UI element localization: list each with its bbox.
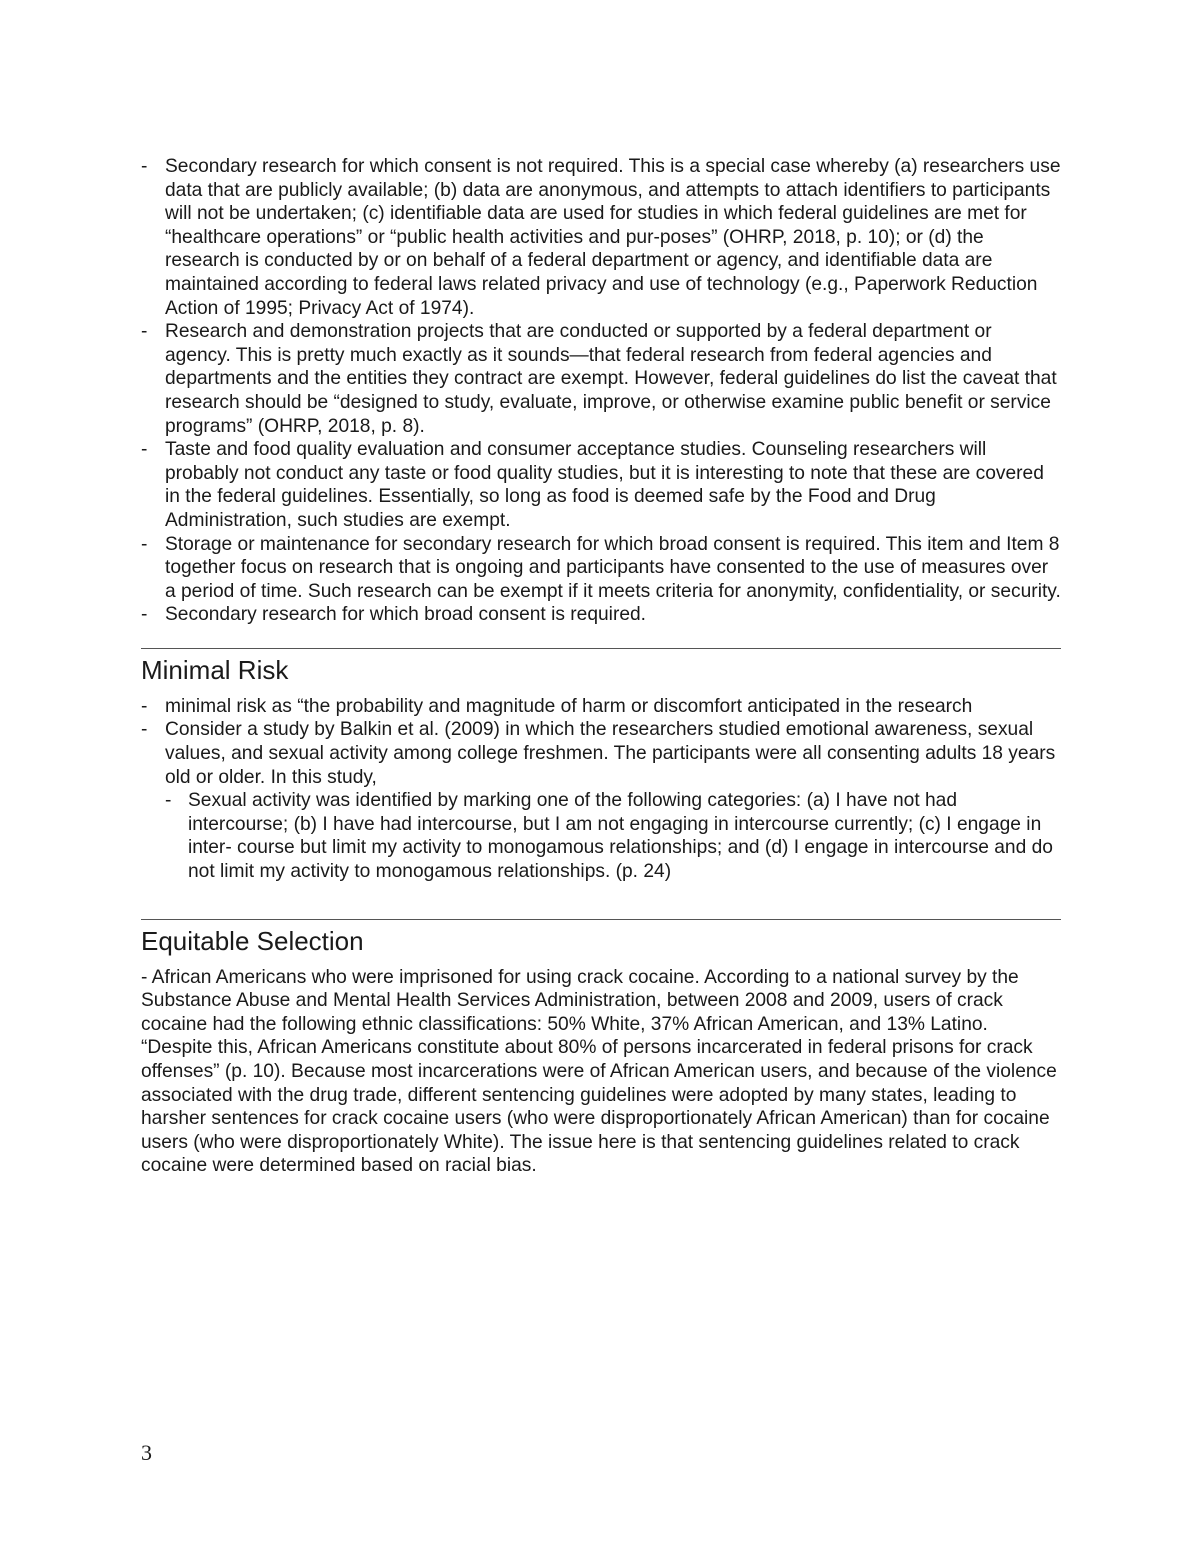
- list-item: - Secondary research for which broad consent is required.: [141, 603, 1061, 627]
- section-divider: [141, 919, 1061, 920]
- exempt-categories-list: [141, 155, 1061, 627]
- equitable-selection-heading: Equitable Selection: [141, 925, 364, 956]
- minimal-risk-heading: Minimal Risk: [141, 654, 289, 685]
- list-item: - minimal risk as “the probability and magnitude of harm or discomfort anticipated in the research: [141, 695, 1061, 719]
- nested-list: [165, 789, 1061, 883]
- list-item: - Taste and food quality evaluation and consumer acceptance studies. Counseling researchers will probably not conduct any taste or food quality studies, but it is interesting to note that these are covered in the federal guidelines. Essentially, so long as food is deemed safe by the Food and Drug Administration, such studies are exempt.: [141, 438, 1061, 532]
- minimal-risk-list: [141, 695, 1061, 884]
- list-item: - Research and demonstration projects that are conducted or supported by a federal department or agency. This is pretty much exactly as it sounds—that federal research from federal agencies and departments and the entities they contract are exempt. However, federal guidelines do list the caveat that research should be “designed to study, evaluate, improve, or otherwise examine public benefit or service programs” (OHRP, 2018, p. 8).: [141, 320, 1061, 438]
- list-item: - Storage or maintenance for secondary research for which broad consent is required. This item and Item 8 together focus on research that is ongoing and participants have consented to the use of measures over a period of time. Such research can be exempt if it meets criteria for anonymity, confidentiality, or security.: [141, 533, 1061, 604]
- list-item: - Secondary research for which consent is not required. This is a special case whereby (a) researchers use data that are publicly available; (b) data are anonymous, and attempts to attach identifiers to participants will not be undertaken; (c) identifiable data are used for studies in which federal guidelines are met for “healthcare operations” or “public health activities and pur-poses” (OHRP, 2018, p. 10); or (d) the research is conducted by or on behalf of a federal department or agency, and identifiable data are maintained according to federal laws related privacy and use of technology (e.g., Paperwork Reduction Action of 1995; Privacy Act of 1974).: [141, 155, 1061, 320]
- document-page: [141, 155, 1061, 1178]
- equitable-selection-paragraph: - African Americans who were imprisoned for using crack cocaine. According to a national survey by the Substance Abuse and Mental Health Services Administration, between 2008 and 2009, users of crack cocaine had the following ethnic classifications: 50% White, 37% African American, and 13% Latino. “Despite this, African Americans constitute about 80% of persons incarcerated in federal prisons for crack offenses” (p. 10). Because most incarcerations were of African American users, and because of the violence associated with the drug trade, different sentencing guidelines were adopted by many states, leading to harsher sentences for crack cocaine users (who were disproportionately African American) than for cocaine users (who were disproportionately White). The issue here is that sentencing guidelines related to crack cocaine were determined based on racial bias.: [141, 966, 1057, 1177]
- nested-list-item: - Sexual activity was identified by marking one of the following categories: (a) I have not had intercourse; (b) I have had intercourse, but I am not engaging in intercourse currently; (c) I engage in inter- course but limit my activity to monogamous relationships; and (d) I engage in intercourse and do not limit my activity to monogamous relationships. (p. 24): [165, 789, 1061, 883]
- list-item-text: Consider a study by Balkin et al. (2009) in which the researchers studied emotional awareness, sexual values, and sexual activity among college freshmen. The participants were all consenting adults 18 years old or older. In this study,: [165, 719, 1056, 788]
- page-number: 3: [141, 1440, 152, 1465]
- section-divider: [141, 648, 1061, 649]
- list-item: [141, 718, 1061, 883]
